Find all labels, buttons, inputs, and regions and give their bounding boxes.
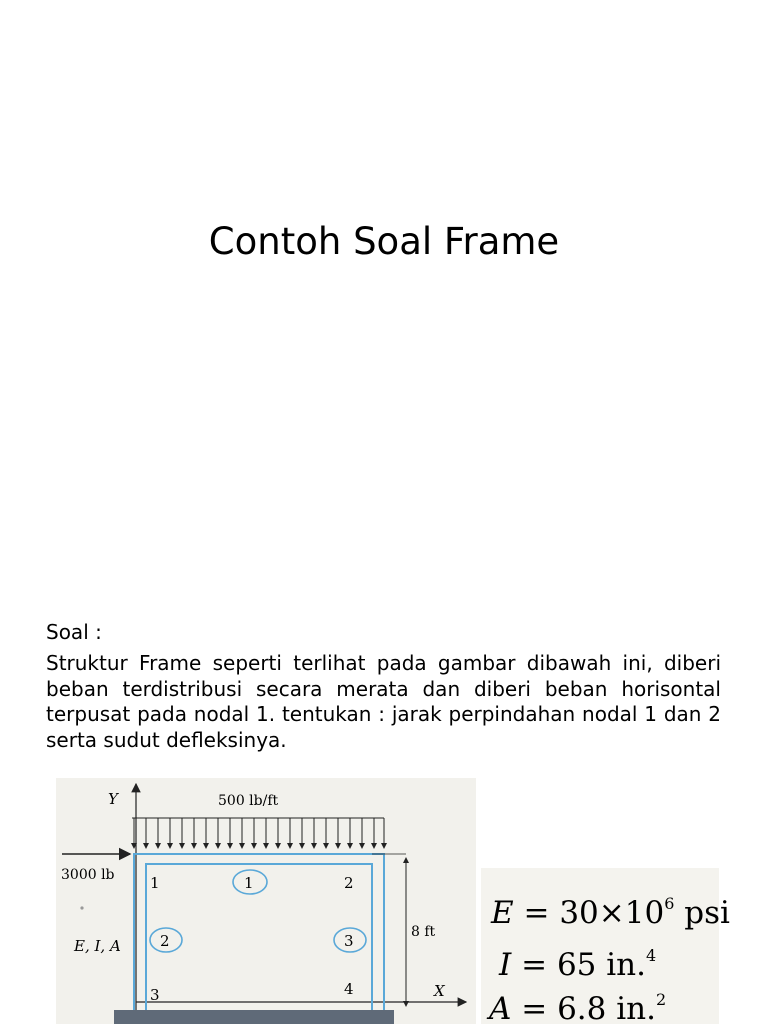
distributed-load-label: 500 lb/ft: [218, 793, 279, 809]
frame-diagram: [56, 778, 476, 1024]
ground-support: [114, 1010, 394, 1024]
element-2-label: 2: [160, 932, 170, 950]
section-props-label: E, I, A: [74, 937, 121, 955]
soal-text: Struktur Frame seperti terlihat pada gambar dibawah ini, diberi beban terdistribusi secara merata dan diberi beban horisontal terpusat pada nodal 1. tentukan : jarak perpindahan nodal 1 dan 2 serta sudut defleksinya.: [46, 651, 721, 752]
height-dimension-label: 8 ft: [411, 924, 436, 940]
element-1-label: 1: [244, 874, 254, 892]
slide-title: Contoh Soal Frame: [208, 220, 560, 263]
frame-figure: [56, 778, 476, 1024]
x-axis-label: X: [434, 982, 445, 1000]
material-properties: [481, 868, 730, 1027]
node-2: 2: [344, 874, 354, 892]
element-3-label: 3: [344, 932, 354, 950]
node-4: 4: [344, 980, 354, 998]
dot-mark: [80, 906, 83, 909]
element-1-marker: [233, 870, 267, 894]
point-load-label: 3000 lb: [61, 867, 115, 883]
element-2-marker: [150, 928, 182, 952]
property-a: A = 6.8 in.$^2$: [489, 990, 667, 1027]
y-axis-label: Y: [108, 790, 118, 808]
node-1: 1: [150, 874, 160, 892]
distributed-load-arrows: [134, 818, 384, 848]
property-i: I = 65 in.$^4$: [499, 946, 657, 983]
element-3-marker: [334, 928, 366, 952]
node-3: 3: [150, 986, 160, 1004]
soal-label: Soal :: [46, 620, 102, 644]
property-e: $E = 30\times 10^6$ psi: [491, 894, 730, 931]
